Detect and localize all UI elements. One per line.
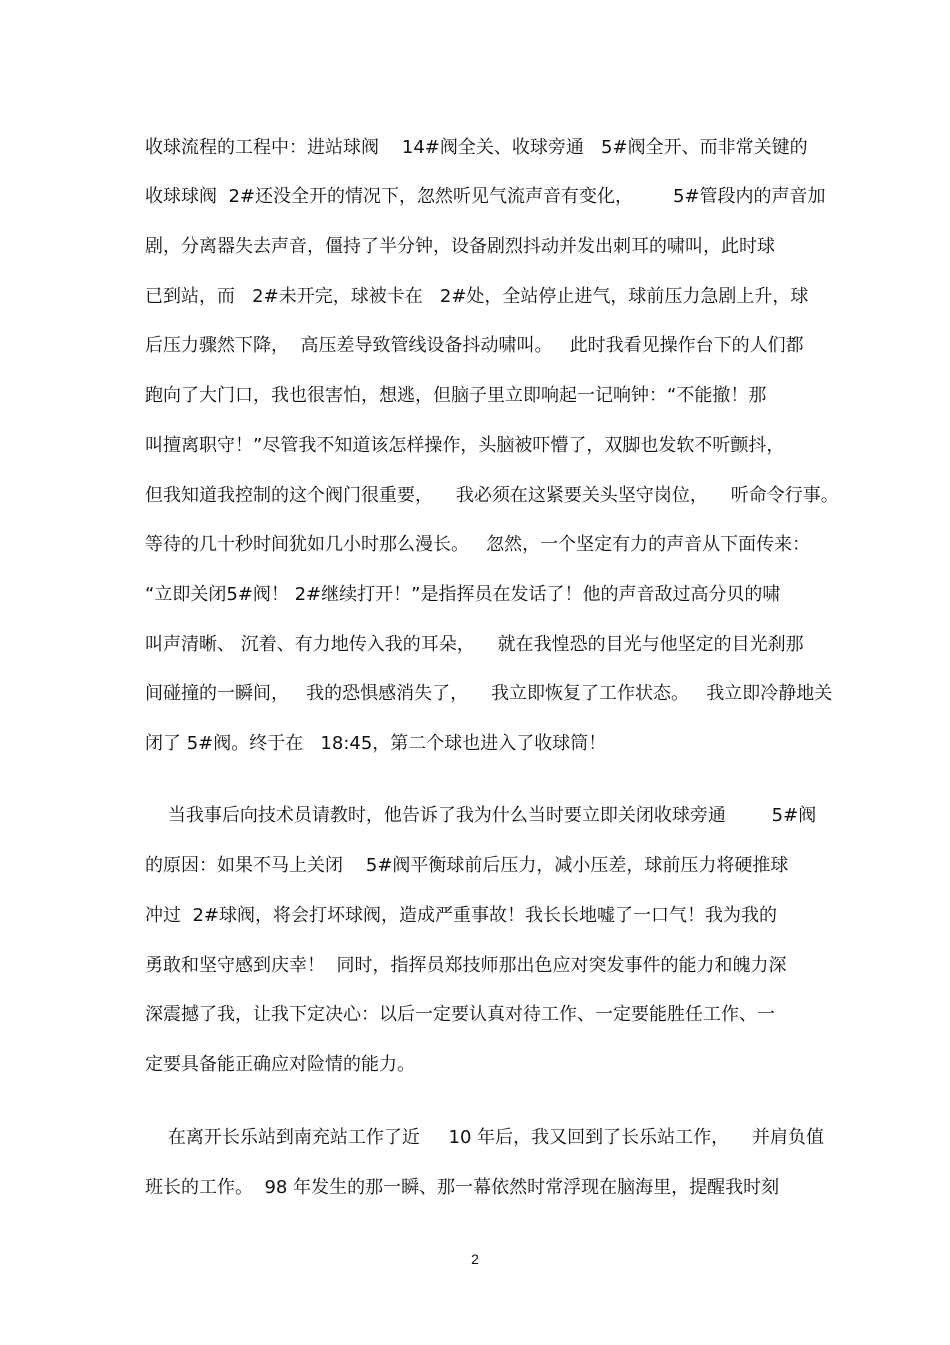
- text-line: 勇敢和坚守感到庆幸！ 同时，指挥员郑技师那出色应对突发事件的能力和魄力深: [145, 955, 787, 976]
- text-line: 已到站，而 2#未开完，球被卡在 2#处，全站停止进气，球前压力急剧上升，球: [145, 286, 809, 307]
- text-line: 当我事后向技术员请教时，他告诉了我为什么当时要立即关闭收球旁通 5#阀: [145, 805, 817, 826]
- text-line: 的原因：如果不马上关闭 5#阀平衡球前后压力，减小压差，球前压力将硬推球: [145, 855, 789, 876]
- text-line: 但我知道我控制的这个阀门很重要， 我必须在这紧要关头坚守岗位， 听命令行事。: [145, 485, 839, 506]
- text-line: 后压力骤然下降， 高压差导致管线设备抖动啸叫。 此时我看见操作台下的人们都: [145, 335, 804, 356]
- text-line: 班长的工作。 98 年发生的那一瞬、那一幕依然时常浮现在脑海里，提醒我时刻: [145, 1177, 780, 1198]
- text-line: 收球球阀 2#还没全开的情况下，忽然听见气流声音有变化， 5#管段内的声音加: [145, 186, 826, 207]
- text-line: “立即关闭5#阀！ 2#继续打开！”是指挥员在发话了！他的声音敌过高分贝的啸: [145, 584, 781, 605]
- text-line: 深震撼了我，让我下定决心：以后一定要认真对待工作、一定要能胜任工作、一: [145, 1004, 775, 1025]
- text-line: 冲过 2#球阀，将会打坏球阀，造成严重事故！我长长地嘘了一口气！我为我的: [145, 905, 777, 926]
- text-line: 收球流程的工程中：进站球阀 14#阀全关、收球旁通 5#阀全开、而非常关键的: [145, 137, 808, 158]
- page-number: 2: [471, 1251, 479, 1267]
- text-line: 闭了 5#阀。终于在 18:45，第二个球也进入了收球筒！: [145, 733, 607, 754]
- text-line: 剧，分离器失去声音，僵持了半分钟，设备剧烈抖动并发出刺耳的啸叫，此时球: [145, 236, 775, 257]
- text-line: 等待的几十秒时间犹如几小时那么漫长。 忽然，一个坚定有力的声音从下面传来：: [145, 534, 811, 555]
- text-line: 间碰撞的一瞬间， 我的恐惧感消失了， 我立即恢复了工作状态。 我立即冷静地关: [145, 683, 833, 704]
- text-line: 叫声清晰、 沉着、有力地传入我的耳朵， 就在我惶恐的目光与他坚定的目光刹那: [145, 634, 804, 655]
- text-line: 叫擅离职守！”尽管我不知道该怎样操作，头脑被吓懵了，双脚也发软不听颤抖，: [145, 435, 785, 456]
- text-line: 在离开长乐站到南充站工作了近 10 年后，我又回到了长乐站工作， 并肩负值: [145, 1127, 825, 1148]
- text-line: 跑向了大门口，我也很害怕，想逃，但脑子里立即响起一记响钟：“不能撤！那: [145, 385, 767, 406]
- text-line: 定要具备能正确应对险情的能力。: [145, 1054, 415, 1075]
